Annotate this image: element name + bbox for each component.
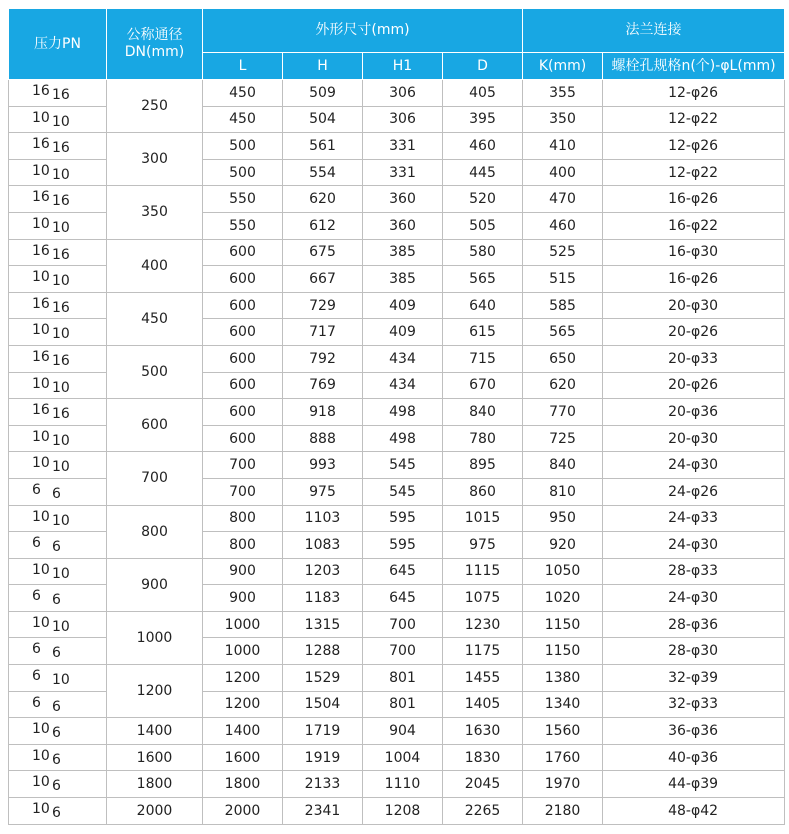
cell-dn: 400 — [107, 239, 203, 292]
cell-h: 675 — [283, 239, 363, 266]
cell-pn — [9, 133, 107, 160]
table-row — [9, 771, 785, 798]
cell-h: 1919 — [283, 744, 363, 771]
cell-k: 1340 — [523, 691, 603, 718]
header-d: D — [443, 53, 523, 80]
cell-h1: 801 — [363, 691, 443, 718]
cell-pn — [9, 744, 107, 771]
cell-l: 550 — [203, 186, 283, 213]
cell-h: 888 — [283, 425, 363, 452]
table-row — [9, 292, 785, 319]
cell-h: 612 — [283, 212, 363, 239]
pn-value-a: 10 — [32, 747, 50, 764]
table-row — [9, 133, 785, 160]
cell-k: 470 — [523, 186, 603, 213]
cell-l: 700 — [203, 478, 283, 505]
cell-k: 1020 — [523, 585, 603, 612]
pn-value-b: 10 — [52, 379, 70, 396]
cell-pn — [9, 505, 107, 532]
cell-k: 565 — [523, 319, 603, 346]
cell-l: 600 — [203, 239, 283, 266]
pn-value-a: 10 — [32, 801, 50, 818]
table-row — [9, 345, 785, 372]
cell-l: 1200 — [203, 665, 283, 692]
pn-value-a: 10 — [32, 215, 50, 232]
cell-l: 600 — [203, 292, 283, 319]
pn-value-a: 16 — [32, 189, 50, 206]
cell-k: 770 — [523, 399, 603, 426]
cell-pn — [9, 611, 107, 638]
cell-dn: 800 — [107, 505, 203, 558]
pn-value-b: 16 — [52, 299, 70, 316]
pn-value-a: 6 — [32, 668, 41, 685]
cell-bolt: 12-φ26 — [603, 133, 785, 160]
cell-l: 1400 — [203, 718, 283, 745]
pn-value-a: 6 — [32, 535, 41, 552]
cell-h: 1183 — [283, 585, 363, 612]
cell-pn — [9, 718, 107, 745]
pn-value-a: 16 — [32, 136, 50, 153]
cell-dn: 350 — [107, 186, 203, 239]
cell-k: 1560 — [523, 718, 603, 745]
pn-value-a: 10 — [32, 721, 50, 738]
cell-h: 2133 — [283, 771, 363, 798]
pn-value-b: 16 — [52, 246, 70, 263]
cell-h: 918 — [283, 399, 363, 426]
pn-value-b: 6 — [52, 485, 61, 502]
cell-dn: 600 — [107, 399, 203, 452]
cell-h1: 434 — [363, 372, 443, 399]
cell-l: 1000 — [203, 611, 283, 638]
table-row — [9, 744, 785, 771]
cell-d: 780 — [443, 425, 523, 452]
cell-pn — [9, 292, 107, 319]
cell-h: 1083 — [283, 532, 363, 559]
cell-k: 1150 — [523, 638, 603, 665]
cell-h: 792 — [283, 345, 363, 372]
cell-l: 600 — [203, 399, 283, 426]
cell-d: 405 — [443, 80, 523, 107]
cell-d: 505 — [443, 212, 523, 239]
cell-l: 500 — [203, 159, 283, 186]
cell-l: 450 — [203, 80, 283, 107]
pn-value-a: 16 — [32, 348, 50, 365]
cell-d: 460 — [443, 133, 523, 160]
cell-k: 950 — [523, 505, 603, 532]
cell-pn — [9, 239, 107, 266]
cell-d: 670 — [443, 372, 523, 399]
cell-d: 895 — [443, 452, 523, 479]
cell-h: 2341 — [283, 798, 363, 825]
cell-k: 1380 — [523, 665, 603, 692]
cell-h1: 595 — [363, 505, 443, 532]
pn-value-b: 6 — [52, 805, 61, 822]
table-row — [9, 718, 785, 745]
cell-bolt: 20-φ33 — [603, 345, 785, 372]
cell-d: 975 — [443, 532, 523, 559]
cell-h1: 434 — [363, 345, 443, 372]
cell-h1: 1208 — [363, 798, 443, 825]
cell-d: 395 — [443, 106, 523, 133]
cell-h1: 1004 — [363, 744, 443, 771]
cell-k: 1150 — [523, 611, 603, 638]
cell-h: 1288 — [283, 638, 363, 665]
cell-d: 840 — [443, 399, 523, 426]
pn-value-b: 10 — [52, 326, 70, 343]
cell-h: 729 — [283, 292, 363, 319]
cell-bolt: 24-φ30 — [603, 452, 785, 479]
pn-value-a: 10 — [32, 508, 50, 525]
cell-bolt: 32-φ33 — [603, 691, 785, 718]
cell-l: 550 — [203, 212, 283, 239]
cell-h: 1719 — [283, 718, 363, 745]
cell-bolt: 12-φ22 — [603, 106, 785, 133]
cell-pn — [9, 798, 107, 825]
cell-d: 1115 — [443, 558, 523, 585]
cell-h1: 409 — [363, 292, 443, 319]
cell-d: 580 — [443, 239, 523, 266]
cell-d: 1830 — [443, 744, 523, 771]
pn-value-a: 10 — [32, 375, 50, 392]
cell-h1: 331 — [363, 133, 443, 160]
cell-d: 520 — [443, 186, 523, 213]
cell-k: 410 — [523, 133, 603, 160]
cell-h1: 360 — [363, 186, 443, 213]
cell-h1: 801 — [363, 665, 443, 692]
cell-pn — [9, 212, 107, 239]
cell-h: 993 — [283, 452, 363, 479]
pn-value-b: 6 — [52, 592, 61, 609]
cell-bolt: 20-φ26 — [603, 372, 785, 399]
cell-bolt: 24-φ33 — [603, 505, 785, 532]
pn-value-b: 16 — [52, 87, 70, 103]
pn-value-b: 10 — [52, 565, 70, 582]
pn-value-a: 10 — [32, 428, 50, 445]
cell-h1: 1110 — [363, 771, 443, 798]
cell-bolt: 36-φ36 — [603, 718, 785, 745]
cell-k: 2180 — [523, 798, 603, 825]
pn-value-b: 10 — [52, 219, 70, 236]
cell-bolt: 24-φ26 — [603, 478, 785, 505]
cell-dn: 700 — [107, 452, 203, 505]
header-k: K(mm) — [523, 53, 603, 80]
cell-pn — [9, 532, 107, 559]
cell-bolt: 20-φ36 — [603, 399, 785, 426]
cell-l: 600 — [203, 345, 283, 372]
cell-pn — [9, 425, 107, 452]
cell-dn: 2000 — [107, 798, 203, 825]
header-dn-line2: DN(mm) — [124, 44, 185, 60]
table-row — [9, 239, 785, 266]
table-row — [9, 558, 785, 585]
cell-dn: 450 — [107, 292, 203, 345]
cell-h: 1529 — [283, 665, 363, 692]
pn-value-b: 16 — [52, 406, 70, 423]
cell-k: 810 — [523, 478, 603, 505]
cell-d: 1455 — [443, 665, 523, 692]
cell-l: 600 — [203, 425, 283, 452]
cell-d: 445 — [443, 159, 523, 186]
cell-k: 460 — [523, 212, 603, 239]
table-header — [9, 9, 785, 80]
cell-d: 715 — [443, 345, 523, 372]
cell-pn — [9, 319, 107, 346]
cell-h: 509 — [283, 80, 363, 107]
cell-k: 840 — [523, 452, 603, 479]
pn-value-a: 10 — [32, 455, 50, 472]
pn-value-a: 10 — [32, 269, 50, 286]
cell-pn — [9, 80, 107, 107]
cell-l: 800 — [203, 505, 283, 532]
cell-pn — [9, 345, 107, 372]
header-h: H — [283, 53, 363, 80]
cell-d: 565 — [443, 266, 523, 293]
cell-l: 600 — [203, 372, 283, 399]
pn-value-a: 6 — [32, 588, 41, 605]
cell-pn — [9, 186, 107, 213]
cell-dn: 300 — [107, 133, 203, 186]
cell-bolt: 28-φ33 — [603, 558, 785, 585]
cell-l: 600 — [203, 319, 283, 346]
spec-table — [8, 8, 785, 825]
cell-bolt: 40-φ36 — [603, 744, 785, 771]
cell-l: 1000 — [203, 638, 283, 665]
cell-h1: 700 — [363, 638, 443, 665]
cell-h1: 545 — [363, 478, 443, 505]
cell-d: 2265 — [443, 798, 523, 825]
cell-pn — [9, 452, 107, 479]
cell-k: 515 — [523, 266, 603, 293]
pn-value-a: 10 — [32, 109, 50, 126]
cell-h1: 306 — [363, 106, 443, 133]
pn-value-a: 10 — [32, 162, 50, 179]
cell-dn: 250 — [107, 80, 203, 133]
pn-value-b: 6 — [52, 725, 61, 742]
cell-k: 1760 — [523, 744, 603, 771]
pn-value-b: 10 — [52, 432, 70, 449]
cell-l: 800 — [203, 532, 283, 559]
cell-k: 585 — [523, 292, 603, 319]
cell-h1: 595 — [363, 532, 443, 559]
pn-value-b: 16 — [52, 193, 70, 210]
cell-d: 1015 — [443, 505, 523, 532]
header-bolt: 螺栓孔规格n(个)-φL(mm) — [603, 53, 785, 80]
cell-k: 400 — [523, 159, 603, 186]
cell-k: 525 — [523, 239, 603, 266]
cell-h: 554 — [283, 159, 363, 186]
cell-k: 920 — [523, 532, 603, 559]
cell-bolt: 24-φ30 — [603, 585, 785, 612]
cell-pn — [9, 638, 107, 665]
table-body — [9, 80, 785, 825]
cell-bolt: 20-φ26 — [603, 319, 785, 346]
cell-l: 700 — [203, 452, 283, 479]
cell-h: 717 — [283, 319, 363, 346]
pn-value-a: 6 — [32, 641, 41, 658]
table-row — [9, 505, 785, 532]
pn-value-a: 16 — [32, 242, 50, 259]
cell-l: 900 — [203, 585, 283, 612]
cell-pn — [9, 691, 107, 718]
pn-value-b: 16 — [52, 140, 70, 157]
table-row — [9, 611, 785, 638]
cell-k: 350 — [523, 106, 603, 133]
cell-bolt: 12-φ22 — [603, 159, 785, 186]
cell-h: 1203 — [283, 558, 363, 585]
cell-h: 1103 — [283, 505, 363, 532]
cell-h: 561 — [283, 133, 363, 160]
header-dims-group: 外形尺寸(mm) — [203, 9, 523, 53]
cell-l: 1200 — [203, 691, 283, 718]
cell-l: 450 — [203, 106, 283, 133]
cell-l: 900 — [203, 558, 283, 585]
cell-h: 504 — [283, 106, 363, 133]
cell-dn: 900 — [107, 558, 203, 611]
cell-pn — [9, 106, 107, 133]
cell-k: 1970 — [523, 771, 603, 798]
cell-dn: 1200 — [107, 665, 203, 718]
cell-h1: 498 — [363, 425, 443, 452]
cell-dn: 1000 — [107, 611, 203, 664]
cell-h: 1504 — [283, 691, 363, 718]
pn-value-a: 16 — [32, 83, 50, 99]
cell-h1: 306 — [363, 80, 443, 107]
cell-bolt: 20-φ30 — [603, 425, 785, 452]
pn-value-a: 6 — [32, 481, 41, 498]
pn-value-a: 16 — [32, 295, 50, 312]
table-row — [9, 665, 785, 692]
pn-value-a: 10 — [32, 322, 50, 339]
table-row — [9, 798, 785, 825]
cell-h1: 360 — [363, 212, 443, 239]
pn-value-b: 6 — [52, 698, 61, 715]
table-row — [9, 452, 785, 479]
table-row — [9, 399, 785, 426]
cell-d: 1630 — [443, 718, 523, 745]
cell-d: 640 — [443, 292, 523, 319]
cell-pn — [9, 372, 107, 399]
pn-value-b: 16 — [52, 352, 70, 369]
header-l: L — [203, 53, 283, 80]
pn-value-a: 6 — [32, 694, 41, 711]
cell-l: 2000 — [203, 798, 283, 825]
cell-pn — [9, 585, 107, 612]
cell-bolt: 12-φ26 — [603, 80, 785, 107]
cell-h1: 409 — [363, 319, 443, 346]
cell-d: 615 — [443, 319, 523, 346]
pn-value-b: 10 — [52, 512, 70, 529]
table-row — [9, 186, 785, 213]
cell-h1: 331 — [363, 159, 443, 186]
cell-pn — [9, 478, 107, 505]
cell-h: 1315 — [283, 611, 363, 638]
cell-pn — [9, 665, 107, 692]
cell-l: 1800 — [203, 771, 283, 798]
cell-h1: 498 — [363, 399, 443, 426]
cell-pn — [9, 771, 107, 798]
pn-value-b: 10 — [52, 672, 70, 689]
cell-dn: 1600 — [107, 744, 203, 771]
cell-bolt: 28-φ36 — [603, 611, 785, 638]
pn-value-b: 10 — [52, 166, 70, 183]
pn-value-b: 6 — [52, 645, 61, 662]
cell-bolt: 16-φ26 — [603, 266, 785, 293]
cell-pn — [9, 159, 107, 186]
cell-h1: 645 — [363, 585, 443, 612]
cell-k: 355 — [523, 80, 603, 107]
cell-h1: 700 — [363, 611, 443, 638]
header-dn — [107, 9, 203, 80]
cell-k: 1050 — [523, 558, 603, 585]
pn-value-b: 10 — [52, 113, 70, 130]
header-h1: H1 — [363, 53, 443, 80]
cell-h: 667 — [283, 266, 363, 293]
header-pn: 压力PN — [9, 9, 107, 80]
pn-value-a: 10 — [32, 561, 50, 578]
cell-h: 620 — [283, 186, 363, 213]
cell-h: 769 — [283, 372, 363, 399]
header-flange-group: 法兰连接 — [523, 9, 785, 53]
cell-bolt: 20-φ30 — [603, 292, 785, 319]
cell-h: 975 — [283, 478, 363, 505]
pn-value-b: 10 — [52, 459, 70, 476]
cell-h1: 904 — [363, 718, 443, 745]
cell-bolt: 24-φ30 — [603, 532, 785, 559]
cell-bolt: 28-φ30 — [603, 638, 785, 665]
pn-value-b: 10 — [52, 618, 70, 635]
cell-k: 725 — [523, 425, 603, 452]
cell-bolt: 48-φ42 — [603, 798, 785, 825]
cell-dn: 1800 — [107, 771, 203, 798]
cell-pn — [9, 266, 107, 293]
cell-l: 500 — [203, 133, 283, 160]
cell-bolt: 16-φ22 — [603, 212, 785, 239]
pn-value-b: 6 — [52, 751, 61, 768]
cell-dn: 1400 — [107, 718, 203, 745]
pn-value-a: 10 — [32, 614, 50, 631]
cell-d: 1230 — [443, 611, 523, 638]
cell-l: 600 — [203, 266, 283, 293]
cell-l: 1600 — [203, 744, 283, 771]
cell-pn — [9, 399, 107, 426]
pn-value-b: 6 — [52, 778, 61, 795]
cell-h1: 385 — [363, 266, 443, 293]
pn-value-b: 6 — [52, 539, 61, 556]
cell-d: 2045 — [443, 771, 523, 798]
cell-bolt: 16-φ30 — [603, 239, 785, 266]
cell-d: 1075 — [443, 585, 523, 612]
cell-h1: 645 — [363, 558, 443, 585]
cell-dn: 500 — [107, 345, 203, 398]
cell-d: 1175 — [443, 638, 523, 665]
cell-h1: 545 — [363, 452, 443, 479]
cell-bolt: 44-φ39 — [603, 771, 785, 798]
pn-value-b: 10 — [52, 273, 70, 290]
cell-k: 620 — [523, 372, 603, 399]
cell-bolt: 32-φ39 — [603, 665, 785, 692]
cell-h1: 385 — [363, 239, 443, 266]
header-dn-line1: 公称通径 — [126, 27, 183, 43]
pn-value-a: 10 — [32, 774, 50, 791]
cell-d: 860 — [443, 478, 523, 505]
cell-d: 1405 — [443, 691, 523, 718]
cell-pn — [9, 558, 107, 585]
table-row — [9, 80, 785, 107]
pn-value-a: 16 — [32, 402, 50, 419]
cell-bolt: 16-φ26 — [603, 186, 785, 213]
cell-k: 650 — [523, 345, 603, 372]
